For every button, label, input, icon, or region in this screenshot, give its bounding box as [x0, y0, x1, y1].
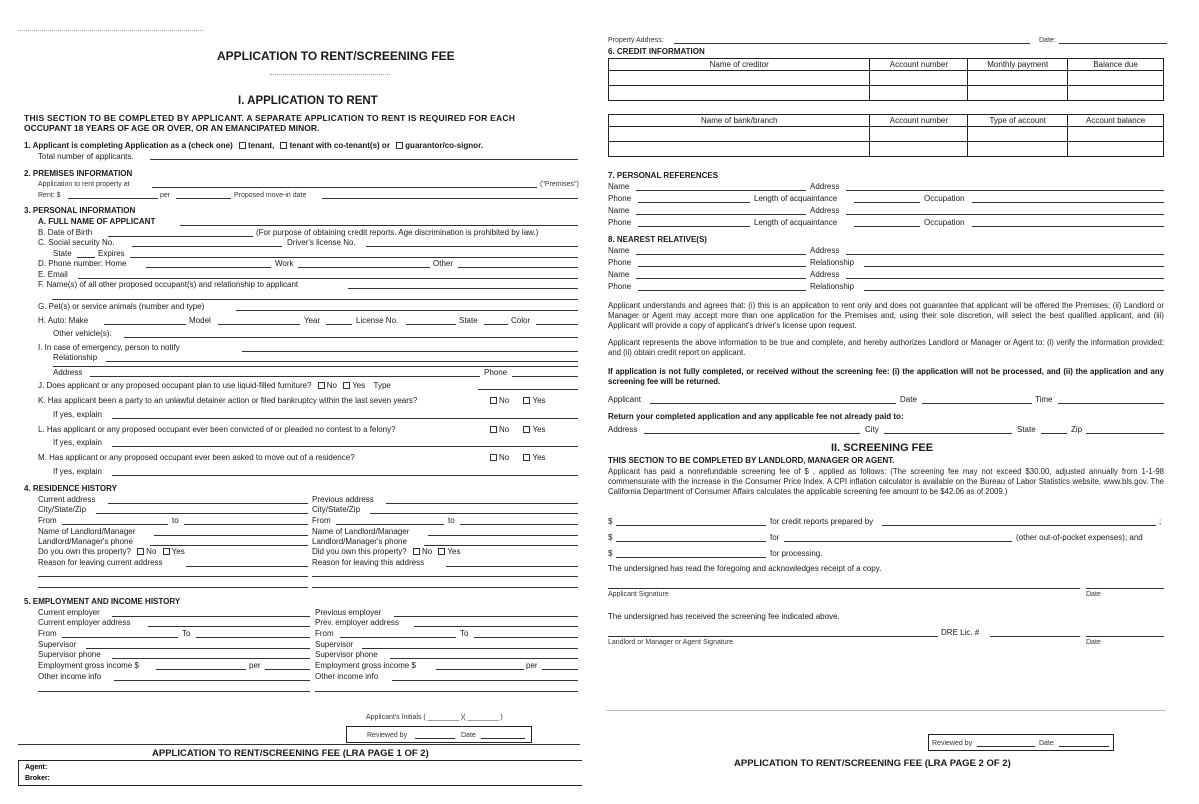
emergency-label: I. In case of emergency, person to notify: [38, 343, 180, 352]
res-prev-reason-field[interactable]: [446, 566, 578, 567]
emp-prev-from-label: From: [315, 629, 334, 638]
emp-current-supervisor-phone-field[interactable]: [112, 658, 310, 659]
emp-prev-address-label: Prev. employer address: [315, 618, 399, 627]
credit-header-monthly: Monthly payment: [968, 59, 1068, 71]
moveout-no-checkbox[interactable]: [490, 454, 497, 461]
rel2-address-field[interactable]: [846, 278, 1164, 279]
return-label: Return your completed application and any applicable fee not already paid to:: [608, 412, 904, 421]
applicant-time-label: Time: [1035, 395, 1053, 404]
auto-license-label: License No.: [356, 316, 399, 325]
expires-field[interactable]: [130, 257, 578, 258]
bank-header-type: Type of account: [968, 115, 1068, 127]
res-prev-from-label: From: [312, 516, 331, 525]
cotenant-checkbox[interactable]: [280, 142, 287, 149]
res-prev-city-label: City/State/Zip: [312, 505, 361, 514]
credit-header-balance: Balance due: [1068, 59, 1164, 71]
page-2: [598, 0, 1199, 804]
fee-other-for-label: for: [770, 533, 780, 542]
res-current-reason-field[interactable]: [186, 566, 308, 567]
table-row: [609, 71, 1164, 86]
res-prev-landlord-label: Name of Landlord/Manager: [312, 527, 410, 536]
rel2-relationship-field[interactable]: [864, 290, 1164, 291]
emergency-address-field[interactable]: [90, 376, 480, 377]
emp-current-other-income-field[interactable]: [114, 680, 310, 681]
res-prev-reason-field-3[interactable]: [312, 587, 578, 588]
rel1-address-field[interactable]: [846, 254, 1164, 255]
bank-header-name: Name of bank/branch: [609, 115, 870, 127]
rel2-name-label: Name: [608, 270, 630, 279]
emp-current-supervisor-field[interactable]: [86, 648, 310, 649]
dob-label: B. Date of Birth: [38, 228, 93, 237]
emp-current-employer-field[interactable]: [112, 616, 310, 617]
form-title: APPLICATION TO RENT/SCREENING FEE: [217, 49, 455, 63]
full-name-field[interactable]: [180, 225, 578, 226]
landlord-signature-date-label: Date: [1086, 639, 1101, 646]
fee-credit-semicolon: ;: [1159, 517, 1162, 526]
emp-current-other-income-field-2[interactable]: [38, 691, 310, 692]
ref2-length-label: Length of acquaintance: [754, 218, 838, 227]
reviewed-box-page2: [928, 734, 1114, 751]
emp-current-to-field[interactable]: [196, 637, 310, 638]
bank-table: [608, 114, 1164, 157]
felony-explain-label: If yes, explain: [53, 438, 102, 447]
phone-home-label: D. Phone number: Home: [38, 259, 127, 268]
emp-prev-to-label: To: [460, 629, 469, 638]
property-address-label: Property Address:: [608, 37, 664, 44]
agent-broker-box: [18, 760, 582, 786]
emp-prev-period-field[interactable]: [542, 669, 578, 670]
property-date-field[interactable]: [1059, 43, 1167, 44]
per-label: per: [160, 192, 171, 199]
moveout-options: No Yes: [486, 454, 546, 462]
dre-label: DRE Lic. #: [941, 628, 980, 637]
expires-label: Expires: [98, 249, 125, 258]
ref2-address-label: Address: [810, 206, 840, 215]
state-label: State: [53, 249, 72, 258]
emp-current-income-label: Employment gross income $: [38, 661, 139, 670]
rel2-name-field[interactable]: [636, 278, 806, 279]
detainer-options: No Yes: [486, 397, 546, 405]
emp-prev-other-income-field[interactable]: [392, 680, 578, 681]
item1-label: 1. Applicant is completing Application as a (check one) tenant, tenant with co-tenant(s) or guarantor/co-signor.: [24, 141, 483, 150]
auto-model-field[interactable]: [218, 324, 300, 325]
res-current-to-label: to: [172, 516, 179, 525]
moveout-explain-label: If yes, explain: [53, 467, 102, 476]
emp-prev-supervisor-phone-label: Supervisor phone: [315, 650, 378, 659]
emp-prev-to-field[interactable]: [474, 637, 578, 638]
rel1-phone-label: Phone: [608, 258, 632, 267]
state-field[interactable]: [77, 257, 95, 258]
ref2-name-field[interactable]: [636, 214, 806, 215]
furniture-no-checkbox[interactable]: [318, 382, 325, 389]
res-prev-own-label: Did you own this property? No Yes: [312, 547, 461, 556]
auto-year-field[interactable]: [326, 324, 352, 325]
bank-header-account: Account number: [870, 115, 968, 127]
rel1-relationship-label: Relationship: [810, 258, 855, 267]
ref2-phone-label: Phone: [608, 218, 632, 227]
dre-field[interactable]: [990, 636, 1080, 637]
logo-placeholder: [18, 30, 203, 31]
res-current-landlord-phone-field[interactable]: [150, 545, 308, 546]
reviewed-by-label: Reviewed by: [367, 732, 408, 739]
phone-other-label: Other: [433, 259, 454, 268]
emergency-phone-label: Phone: [484, 368, 508, 377]
res-current-reason-label: Reason for leaving current address: [38, 558, 163, 567]
emp-current-per-label: per: [249, 661, 261, 670]
broker-label: Broker:: [25, 775, 50, 782]
reviewed-by-field[interactable]: [415, 738, 455, 739]
emp-prev-other-income-field-2[interactable]: [315, 691, 578, 692]
res-current-landlord-field[interactable]: [154, 535, 308, 536]
reviewed-by-label-2: Reviewed by: [932, 740, 973, 747]
email-label: E. Email: [38, 270, 68, 279]
pets-field[interactable]: [236, 310, 578, 311]
property-address-field[interactable]: [674, 43, 1030, 44]
landlord-signature-date-field[interactable]: [1086, 636, 1164, 637]
res-prev-landlord-field[interactable]: [428, 535, 578, 536]
res-current-from-field[interactable]: [62, 524, 168, 525]
premises-field[interactable]: [152, 187, 537, 188]
res-prev-address-field[interactable]: [386, 503, 578, 504]
res-current-own-label: Do you own this property? No Yes: [38, 547, 185, 556]
tenant-checkbox[interactable]: [239, 142, 246, 149]
emp-prev-other-income-label: Other income info: [315, 672, 379, 681]
email-field[interactable]: [78, 278, 578, 279]
phone-home-field[interactable]: [146, 267, 271, 268]
emp-current-supervisor-phone-label: Supervisor phone: [38, 650, 101, 659]
emp-current-to-label: To: [182, 629, 191, 638]
fee-credit-dollar: $: [608, 517, 613, 526]
res-current-landlord-phone-label: Landlord/Manager's phone: [38, 537, 133, 546]
applicant-initials-label: Applicant's Initials ( ________ )( ________ ): [366, 714, 503, 721]
rel1-address-label: Address: [810, 246, 840, 255]
res-current-address-field[interactable]: [108, 503, 308, 504]
movein-field[interactable]: [322, 198, 578, 199]
detainer-explain-field[interactable]: [112, 418, 578, 419]
authorization-paragraph-text: Applicant represents the above information to be true and complete, and hereby authorizes Landlord or Manager or Agent to: (i) verify the information provided; and (ii) obtain credit report on applicant.: [608, 338, 1164, 357]
res-prev-landlord-phone-field[interactable]: [424, 545, 578, 546]
rel1-name-field[interactable]: [636, 254, 806, 255]
emp-prev-per-label: per: [526, 661, 538, 670]
ref1-address-field[interactable]: [846, 190, 1164, 191]
property-date-label: Date:: [1039, 37, 1056, 44]
ref2-name-label: Name: [608, 206, 630, 215]
emp-current-period-field[interactable]: [265, 669, 310, 670]
emp-current-supervisor-label: Supervisor: [38, 640, 77, 649]
ref2-length-field[interactable]: [854, 226, 920, 227]
ref1-phone-field[interactable]: [638, 202, 750, 203]
ack-receipt-text: The undersigned has read the foregoing and acknowledges receipt of a copy.: [608, 564, 882, 573]
credit-table: [608, 58, 1164, 101]
ssn-label: C. Social security No.: [38, 238, 115, 247]
rel1-relationship-field[interactable]: [864, 266, 1164, 267]
emergency-phone-field[interactable]: [512, 376, 578, 377]
emp-prev-supervisor-field[interactable]: [362, 648, 578, 649]
other-vehicles-label: Other vehicle(s):: [53, 329, 112, 338]
emp-current-address-field[interactable]: [148, 626, 310, 627]
dob-note: (For purpose of obtaining credit reports. Age discrimination is prohibited by law.): [256, 228, 539, 237]
fee-processing-amount-field[interactable]: [616, 557, 766, 558]
fee-other-desc-field[interactable]: [784, 541, 1012, 542]
emp-prev-address-field[interactable]: [414, 626, 578, 627]
emp-prev-employer-field[interactable]: [394, 616, 578, 617]
detainer-yes-checkbox[interactable]: [523, 397, 530, 404]
ref2-address-field[interactable]: [846, 214, 1164, 215]
emp-prev-employer-label: Previous employer: [315, 608, 382, 617]
credit-header-creditor: Name of creditor: [609, 59, 870, 71]
fee-other-dollar: $: [608, 533, 613, 542]
res-current-reason-field-2[interactable]: [38, 576, 308, 577]
moveout-question: M. Has applicant or any proposed occupant ever been asked to move out of a residence?: [38, 453, 355, 462]
table-row: [609, 142, 1164, 157]
fee-other-label: (other out-of-pocket expenses); and: [1016, 533, 1143, 542]
felony-question: L. Has applicant or any proposed occupant ever been convicted of or pleaded no contest to a felony?: [38, 425, 396, 434]
ref1-name-field[interactable]: [636, 190, 806, 191]
res-current-address-label: Current address: [38, 495, 96, 504]
emp-current-employer-label: Current employer: [38, 608, 100, 617]
return-zip-field[interactable]: [1086, 433, 1164, 434]
emergency-relationship-field[interactable]: [106, 361, 578, 362]
table-row: [609, 127, 1164, 142]
detainer-explain-label: If yes, explain: [53, 410, 102, 419]
page2-separator: [606, 710, 1166, 711]
applicant-time-field[interactable]: [1058, 403, 1164, 404]
emp-prev-income-label: Employment gross income $: [315, 661, 416, 670]
auto-color-label: Color: [511, 316, 531, 325]
fee-credit-label: for credit reports prepared by: [770, 517, 874, 526]
rent-period-field[interactable]: [176, 198, 231, 199]
moveout-explain-field[interactable]: [112, 475, 578, 476]
fee-credit-provider-field[interactable]: [882, 525, 1156, 526]
intro-line1: THIS SECTION TO BE COMPLETED BY APPLICANT. A SEPARATE APPLICATION TO RENT IS REQUIRED FOR EACH: [24, 113, 516, 123]
auto-year-label: Year: [304, 316, 321, 325]
auto-state-label: State: [459, 316, 478, 325]
fee-processing-label: for processing.: [770, 549, 823, 558]
reviewed-date-field[interactable]: [481, 738, 525, 739]
fee-credit-amount-field[interactable]: [616, 525, 766, 526]
item7-heading: 7. PERSONAL REFERENCES: [608, 171, 719, 180]
auto-make-label: H. Auto: Make: [38, 316, 89, 325]
moveout-yes-checkbox[interactable]: [523, 454, 530, 461]
return-address-field[interactable]: [644, 433, 860, 434]
emp-prev-from-field[interactable]: [340, 637, 456, 638]
emp-prev-supervisor-label: Supervisor: [315, 640, 354, 649]
res-prev-reason-field-2[interactable]: [312, 576, 578, 577]
full-name-label: A. FULL NAME OF APPLICANT: [38, 217, 156, 226]
occupants-field[interactable]: [348, 288, 578, 289]
dl-label: Driver's license No.: [287, 238, 356, 247]
rent-label: Rent: $: [38, 192, 61, 199]
premises-label: Application to rent property at: [38, 181, 130, 188]
emp-prev-supervisor-phone-field[interactable]: [390, 658, 578, 659]
phone-work-field[interactable]: [298, 267, 430, 268]
phone-work-label: Work: [275, 259, 294, 268]
ref1-address-label: Address: [810, 182, 840, 191]
ref2-occupation-label: Occupation: [924, 218, 965, 227]
occupants-label: F. Name(s) of all other proposed occupant(s) and relationship to applicant: [38, 280, 299, 289]
rel1-name-label: Name: [608, 246, 630, 255]
reviewed-by-field-2[interactable]: [977, 746, 1035, 747]
agreement-paragraph: Applicant understands and agrees that: (i) this is an application to rent only and does not guarantee that applicant will be offered the Premises; (ii) Landlord or Manager or Agent may accept more than one application for the Premises and, using their sole discretion, will select the best qualified applicant, and (iii) Applicant will provide a copy of applicant's driver's license upon request.: [608, 301, 1164, 330]
auto-model-label: Model: [189, 316, 211, 325]
res-prev-to-label: to: [448, 516, 455, 525]
occupants-field-2[interactable]: [52, 299, 578, 300]
ref2-phone-field[interactable]: [638, 226, 750, 227]
item4-heading: 4. RESIDENCE HISTORY: [24, 484, 117, 493]
bank-header-balance: Account balance: [1068, 115, 1164, 127]
total-applicants-field[interactable]: [150, 159, 578, 160]
footer-page2: APPLICATION TO RENT/SCREENING FEE (LRA PAGE 2 OF 2): [734, 758, 1011, 769]
res-current-city-field[interactable]: [96, 513, 308, 514]
item5-heading: 5. EMPLOYMENT AND INCOME HISTORY: [24, 597, 181, 606]
rel1-phone-field[interactable]: [638, 266, 806, 267]
item8-heading: 8. NEAREST RELATIVE(S): [608, 235, 707, 244]
res-current-own-yes-checkbox[interactable]: [163, 548, 170, 555]
return-state-field[interactable]: [1041, 433, 1067, 434]
ref1-name-label: Name: [608, 182, 630, 191]
emergency-extra-field[interactable]: [53, 366, 578, 367]
emp-current-address-label: Current employer address: [38, 618, 131, 627]
res-prev-city-field[interactable]: [370, 513, 578, 514]
landlord-signature-field[interactable]: [608, 636, 938, 637]
applicant-date-label: Date: [900, 395, 917, 404]
guarantor-checkbox[interactable]: [396, 142, 403, 149]
res-current-to-field[interactable]: [184, 524, 308, 525]
intro-line2: OCCUPANT 18 YEARS OF AGE OR OVER, OR AN EMANCIPATED MINOR.: [24, 123, 320, 133]
applicant-signature-date-label: Date: [1086, 591, 1101, 598]
return-zip-label: Zip: [1071, 425, 1083, 434]
premises-suffix: ("Premises"): [540, 181, 579, 188]
felony-options: No Yes: [486, 426, 546, 434]
section1-title: I. APPLICATION TO RENT: [238, 95, 378, 107]
pets-label: G. Pet(s) or service animals (number and type): [38, 302, 205, 311]
incomplete-warning: If application is not fully completed, or received without the screening fee: (i) the application will not be processed, and (ii) the application and any screening fee will be returned.: [608, 367, 1164, 386]
auto-license-field[interactable]: [406, 324, 456, 325]
movein-label: Proposed move-in date: [234, 192, 307, 199]
detainer-no-checkbox[interactable]: [490, 397, 497, 404]
rel2-address-label: Address: [810, 270, 840, 279]
applicant-signature-field[interactable]: [608, 588, 1080, 589]
landlord-signature-label: Landlord or Manager or Agent Signature: [608, 639, 733, 646]
item6-heading: 6. CREDIT INFORMATION: [608, 47, 705, 56]
detainer-question: K. Has applicant been a party to an unlawful detainer action or filed bankruptcy within the last seven years?: [38, 396, 418, 405]
return-address-label: Address: [608, 425, 638, 434]
res-prev-own-no-checkbox[interactable]: [413, 548, 420, 555]
res-prev-own-yes-checkbox[interactable]: [438, 548, 445, 555]
furniture-type-field[interactable]: [478, 389, 578, 390]
fee-other-amount-field[interactable]: [616, 541, 766, 542]
res-current-from-label: From: [38, 516, 57, 525]
ref1-phone-label: Phone: [608, 194, 632, 203]
emp-current-from-field[interactable]: [62, 637, 178, 638]
credit-header-account: Account number: [870, 59, 968, 71]
item2-heading: 2. PREMISES INFORMATION: [24, 169, 133, 178]
item3-heading: 3. PERSONAL INFORMATION: [24, 206, 136, 215]
screening-fee-paragraph: Applicant has paid a nonrefundable screening fee of $ , applied as follows: (The screening fee may not exceed $30.00, adjusted annually from 1-1-98 commensurate with the increase in the Consumer Price Index. A CPI inflation calculator is available on the Bureau of Labor Statistics website, www.bls.gov. The California Department of Consumer Affairs calculates the applicable screening fee amount to be $42.06 as of 2009.): [608, 467, 1164, 496]
res-prev-reason-label: Reason for leaving this address: [312, 558, 425, 567]
auto-make-field[interactable]: [104, 324, 186, 325]
section2-title: II. SCREENING FEE: [831, 442, 934, 454]
rel2-phone-label: Phone: [608, 282, 632, 291]
footer-rule-page1: [18, 744, 580, 745]
felony-yes-checkbox[interactable]: [523, 426, 530, 433]
furniture-yes-checkbox[interactable]: [343, 382, 350, 389]
reviewed-date-label-2: Date: [1039, 740, 1054, 747]
auto-color-field[interactable]: [536, 324, 578, 325]
emergency-relationship-label: Relationship: [53, 353, 98, 362]
felony-no-checkbox[interactable]: [490, 426, 497, 433]
rent-field[interactable]: [68, 198, 158, 199]
res-current-landlord-label: Name of Landlord/Manager: [38, 527, 136, 536]
res-prev-landlord-phone-label: Landlord/Manager's phone: [312, 537, 407, 546]
applicant-signature-label: Applicant Signature: [608, 591, 669, 598]
ref2-occupation-field[interactable]: [972, 226, 1164, 227]
res-prev-to-field[interactable]: [460, 524, 578, 525]
phone-other-field[interactable]: [458, 267, 578, 268]
emp-current-from-label: From: [38, 629, 57, 638]
applicant-signature-date-field[interactable]: [1086, 588, 1164, 589]
res-current-city-label: City/State/Zip: [38, 505, 87, 514]
other-vehicles-field[interactable]: [124, 337, 578, 338]
applicant-sign-label: Applicant: [608, 395, 641, 404]
auto-state-field[interactable]: [484, 324, 508, 325]
res-current-reason-field-3[interactable]: [38, 587, 308, 588]
dl-field[interactable]: [366, 246, 578, 247]
ref1-length-label: Length of acquaintance: [754, 194, 838, 203]
reviewed-box-page1: [346, 726, 532, 743]
ack-fee-text: The undersigned has received the screening fee indicated above.: [608, 612, 840, 621]
emergency-field[interactable]: [242, 351, 578, 352]
applicant-date-field[interactable]: [922, 403, 1032, 404]
res-current-own-no-checkbox[interactable]: [137, 548, 144, 555]
page-1: [0, 0, 592, 804]
title-rule: [270, 74, 390, 75]
ref1-occupation-label: Occupation: [924, 194, 965, 203]
emp-current-income-field[interactable]: [156, 669, 246, 670]
furniture-question: J. Does applicant or any proposed occupant plan to use liquid-filled furniture? No Yes Type: [38, 381, 391, 390]
res-prev-from-field[interactable]: [336, 524, 444, 525]
emp-current-other-income-label: Other income info: [38, 672, 102, 681]
return-city-label: City: [865, 425, 879, 434]
total-applicants-label: Total number of applicants.: [38, 152, 134, 161]
ref1-length-field[interactable]: [854, 202, 920, 203]
reviewed-date-field-2[interactable]: [1059, 746, 1109, 747]
reviewed-date-label: Date: [461, 732, 476, 739]
emp-prev-income-field[interactable]: [436, 669, 524, 670]
ref1-occupation-field[interactable]: [972, 202, 1164, 203]
fee-processing-dollar: $: [608, 549, 613, 558]
ssn-field[interactable]: [132, 246, 282, 247]
section2-intro: THIS SECTION TO BE COMPLETED BY LANDLORD, MANAGER OR AGENT.: [608, 456, 895, 465]
applicant-sign-field[interactable]: [650, 403, 896, 404]
res-prev-address-label: Previous address: [312, 495, 374, 504]
rel2-relationship-label: Relationship: [810, 282, 855, 291]
table-row: [609, 86, 1164, 101]
felony-explain-field[interactable]: [112, 446, 578, 447]
emergency-address-label: Address: [53, 368, 83, 377]
return-state-label: State: [1017, 425, 1036, 434]
footer-page1: APPLICATION TO RENT/SCREENING FEE (LRA PAGE 1 OF 2): [152, 748, 429, 759]
dob-field[interactable]: [108, 236, 253, 237]
rel2-phone-field[interactable]: [638, 290, 806, 291]
agent-label: Agent:: [25, 764, 48, 771]
return-city-field[interactable]: [884, 433, 1012, 434]
